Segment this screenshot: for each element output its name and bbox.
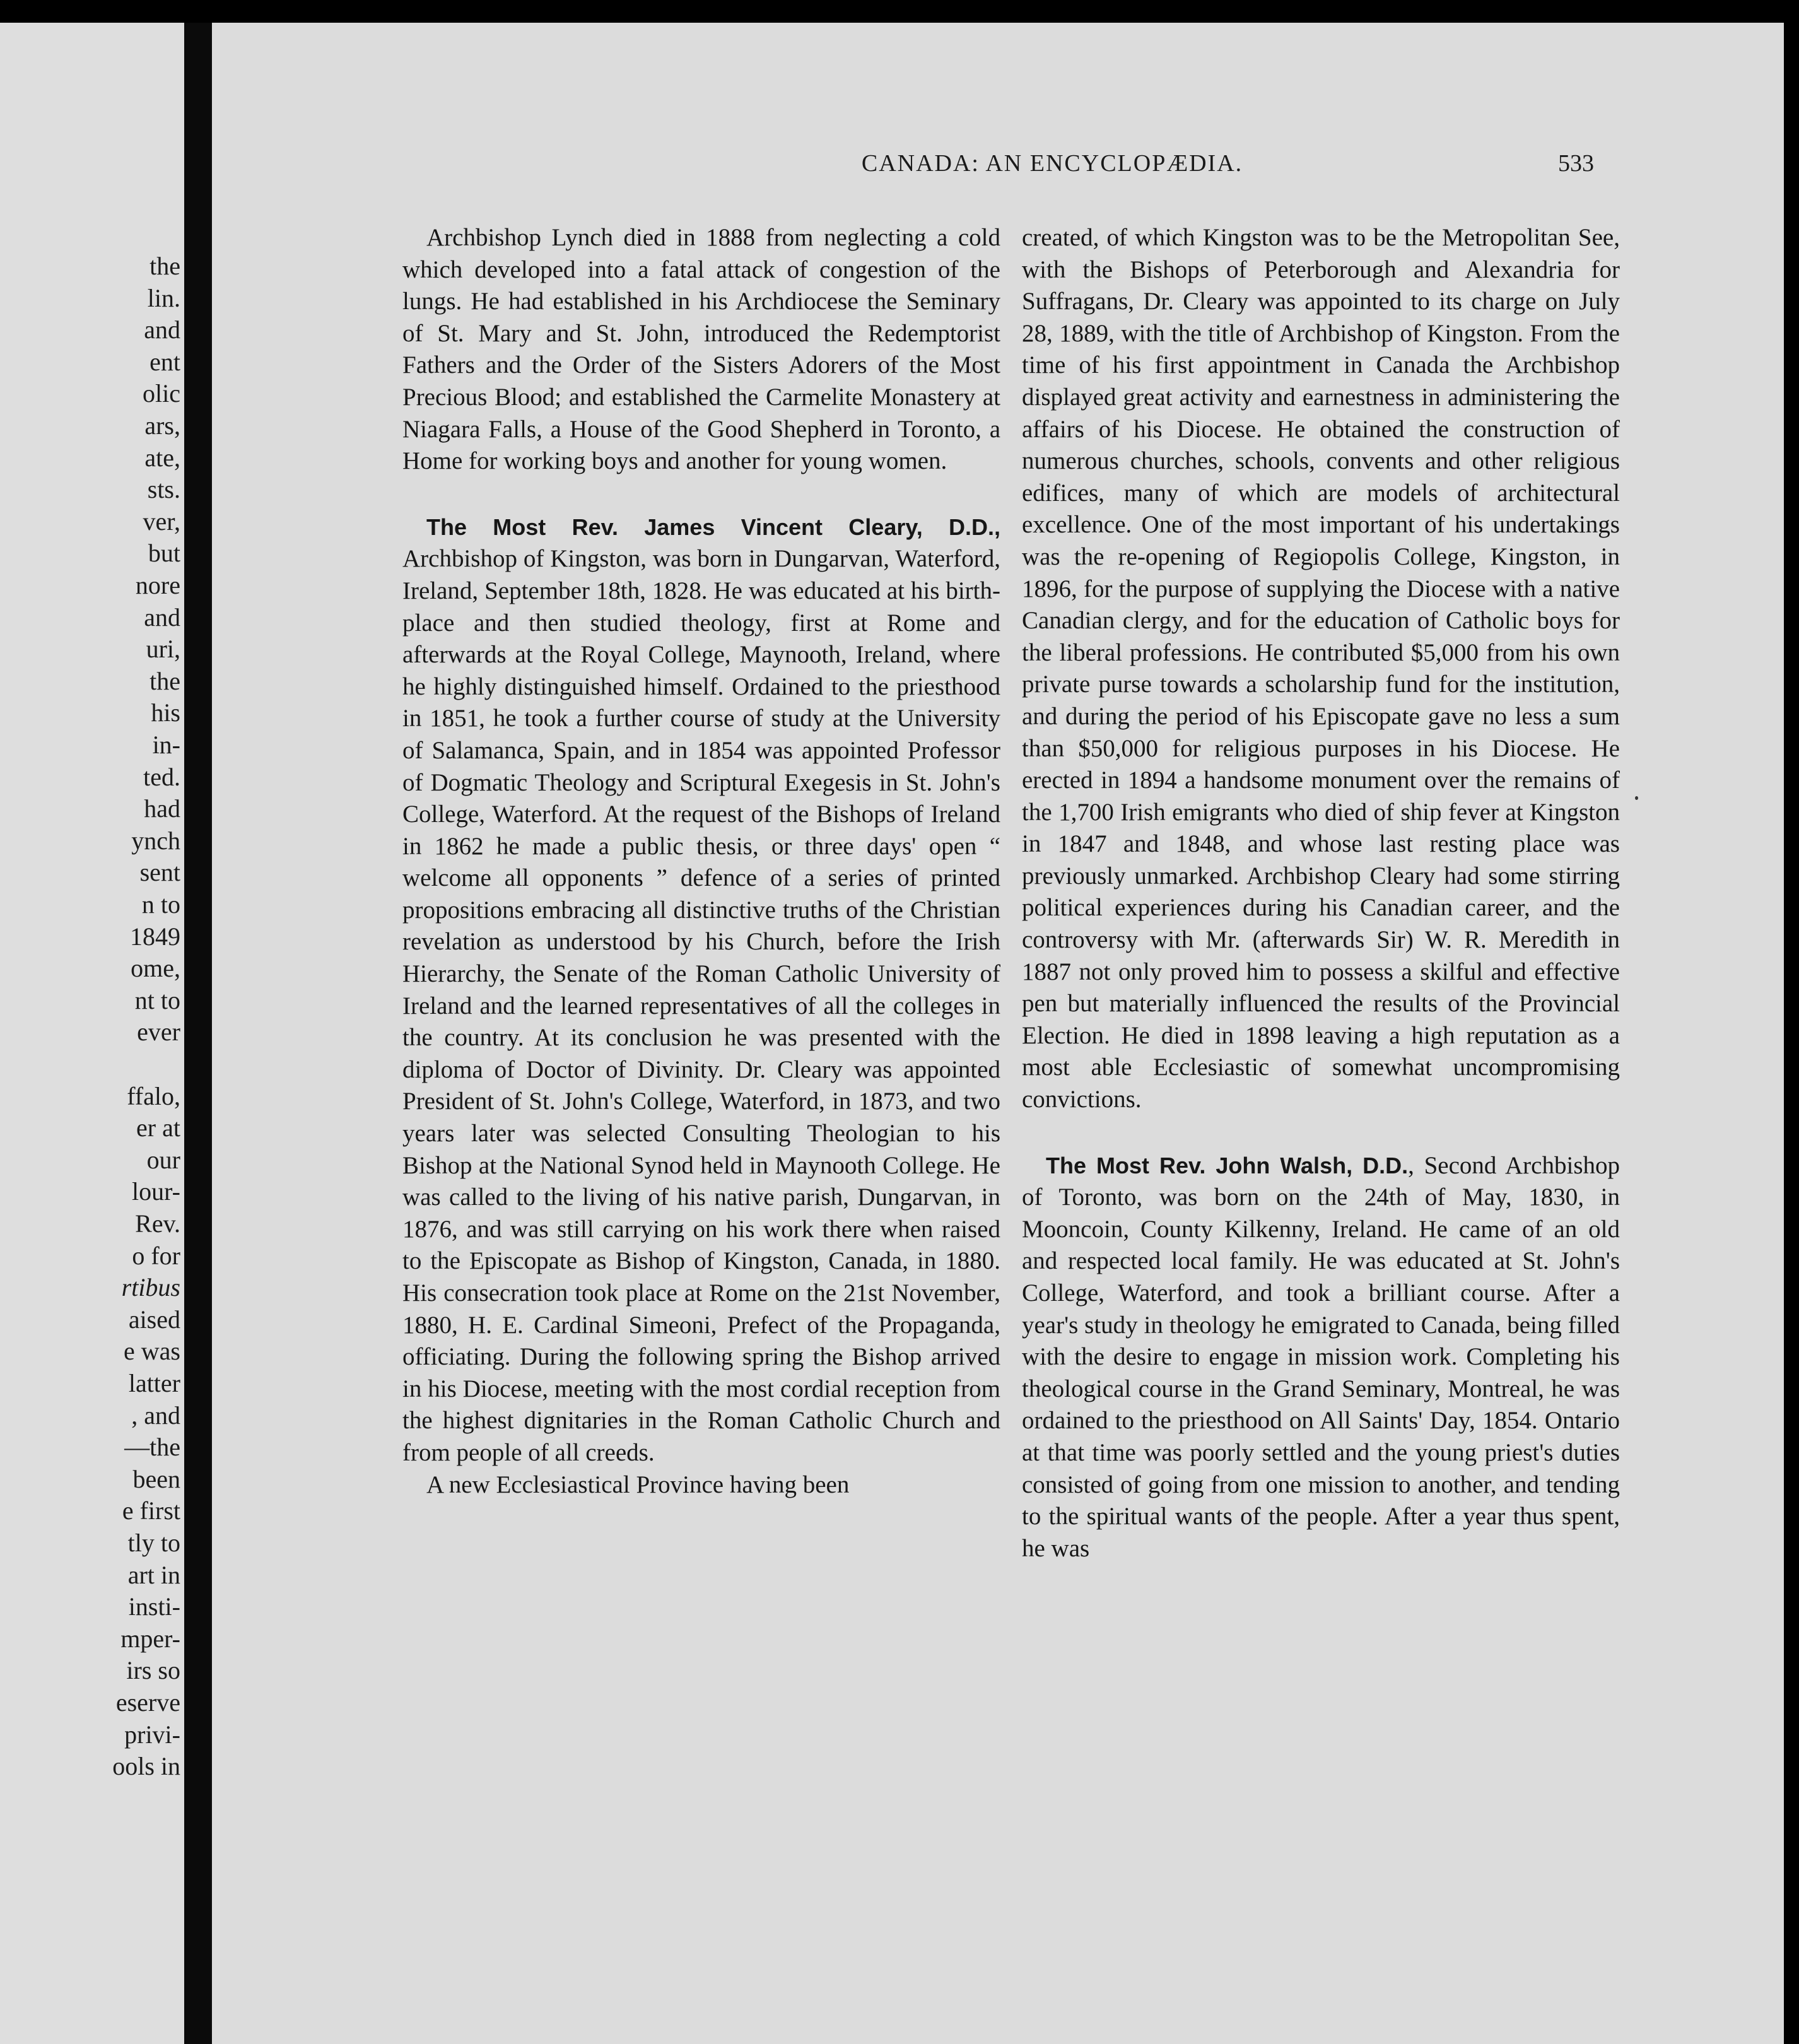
facing-page-line-fragment: ted.: [143, 762, 180, 791]
facing-page-line-fragment: but: [148, 539, 180, 568]
facing-page-line-fragment: privi-: [124, 1720, 180, 1749]
facing-page-line-fragment: e first: [122, 1496, 180, 1525]
facing-page-line-fragment: er at: [136, 1113, 180, 1142]
facing-page-fragment: [0, 23, 184, 2044]
facing-page-line-fragment: the: [149, 666, 180, 695]
paragraph-walsh-biography: [1022, 1150, 1620, 1565]
facing-page-line-fragment: nore: [135, 571, 180, 599]
facing-page-line-fragment: ent: [149, 347, 180, 376]
facing-page-line-fragment: his: [151, 698, 180, 727]
scan-border-right: [1784, 0, 1799, 2044]
paragraph-cleary-body: Archbishop of Kingston, was born in Dungarvan, Waterford, Ireland, September 18th, 1828. He was educated at his birth-place and then studied theology, first at Rome and afterwards at the Royal College, Maynooth, Ireland, where he highly distinguished himself. Ordained to the priesthood in 1851, he took a further course of study at the University of Salamanca, Spain, and in 1854 was appointed Professor of Dogmatic Theology and Scriptural Exegesis in St. John's College, Waterford. At the request of the Bishops of Ireland in 1862 he made a public thesis, or three days' open “ welcome all opponents ” defence of a series of printed propositions embracing all distinctive truths of the Christian revelation as understood by his Church, before the Irish Hierarchy, the Senate of the Roman Catholic University of Ireland and the learned representatives of all the colleges in the country. At its conclusion he was presented with the diploma of Doctor of Divinity. Dr. Cleary was appointed President of St. John's College, Waterford, in 1873, and two years later was selected Consulting Theologian to his Bishop at the National Synod held in Maynooth College. He was called to the living of his native parish, Dungarvan, in 1876, and was still carrying on his work there when raised to the Episcopate as Bishop of Kingston, Canada, in 1880. His consecration took place at Rome on the 21st November, 1880, H. E. Cardinal Simeoni, Prefect of the Propaganda, officiating. During the following spring the Bishop arrived in his Diocese, meeting with the most cordial reception from the highest dignitaries in the Roman Catholic Church and from people of all creeds.: [402, 545, 1000, 1466]
facing-page-line-fragment: and: [144, 315, 180, 344]
facing-page-line-fragment: ome,: [131, 954, 180, 983]
facing-page-line-fragment: lin.: [147, 283, 180, 312]
page-number: 533: [1558, 150, 1594, 177]
facing-page-line-fragment: , and: [131, 1401, 180, 1430]
facing-page-line-fragment: ate,: [144, 443, 180, 472]
facing-page-line-fragment: mper-: [120, 1624, 180, 1653]
facing-page-line-fragment: aised: [128, 1305, 180, 1334]
text-column-right: [1022, 222, 1620, 1837]
biography-heading-cleary: The Most Rev. James Vincent Cleary, D.D.,: [426, 514, 1000, 540]
facing-page-line-fragment: our: [146, 1145, 180, 1174]
facing-page-line-fragment: tly to: [127, 1529, 180, 1557]
paragraph-cleary-biography: [402, 512, 1000, 1469]
paragraph-lynch-death: Archbishop Lynch died in 1888 from neglecting a cold which developed into a fatal attack of congestion of the lungs. He had established in his Archdiocese the Seminary of St. Mary and St. John, introduced the Redemptorist Fathers and the Order of the Sisters Adorers of the Most Precious Blood; and established the Carmelite Monastery at Niagara Falls, a House of the Good Shepherd in Toronto, a Home for working boys and another for young women.: [402, 224, 1000, 475]
facing-page-line-fragment: irs so: [126, 1656, 180, 1685]
biography-heading-walsh: The Most Rev. John Walsh, D.D.: [1046, 1152, 1409, 1178]
facing-page-line-fragment: sent: [139, 858, 180, 887]
facing-page-line-fragment: ver,: [143, 507, 180, 536]
facing-page-line-fragment: ever: [137, 1018, 180, 1047]
facing-page-line-fragment: e was: [124, 1337, 180, 1366]
facing-page-line-fragment: sts.: [147, 475, 180, 504]
facing-page-line-fragment: nt to: [134, 985, 180, 1014]
facing-page-line-fragment: o for: [132, 1241, 180, 1270]
facing-page-line-fragment: ools in: [112, 1752, 180, 1781]
paragraph-walsh-body: , Second Archbishop of Toronto, was born on the 24th of May, 1830, in Mooncoin, County Kilkenny, Ireland. He came of an old and respected local family. He was educated at St. John's College, Waterford, and took a brilliant course. After a year's study in theology he emigrated to Canada, being filled with the desire to engage in mission work. Completing his theological course in the Grand Seminary, Montreal, he was ordained to the priesthood on All Saints' Day, 1854. Ontario at that time was poorly settled and the young priest's duties consisted of going from one mission to another, and tending to the spiritual wants of the people. After a year thus spent, he was: [1022, 1151, 1620, 1562]
book-gutter: [184, 23, 212, 2044]
facing-page-line-fragment: insti-: [128, 1592, 180, 1621]
facing-page-line-fragment: in-: [152, 731, 180, 759]
facing-page-line-fragment: ffalo,: [127, 1081, 180, 1110]
facing-page-line-fragment: uri,: [146, 635, 180, 664]
facing-page-line-fragment: and: [144, 602, 180, 631]
facing-page-line-fragment: ars,: [144, 411, 180, 440]
facing-page-line-fragment: lour-: [132, 1177, 180, 1206]
facing-page-line-fragment: Rev.: [135, 1209, 180, 1238]
scan-border-top: [0, 0, 1799, 23]
facing-page-line-fragment: ynch: [131, 826, 180, 855]
facing-page-line-fragment: rtibus: [121, 1273, 180, 1302]
facing-page-line-fragment: had: [144, 794, 180, 823]
facing-page-line-fragment: latter: [128, 1369, 180, 1397]
facing-page-line-fragment: 1849: [130, 922, 180, 951]
facing-page-line-fragment: olic: [143, 379, 180, 408]
facing-page-line-fragment: eserve: [115, 1688, 180, 1717]
scan-speck: [1635, 796, 1638, 800]
facing-page-line-fragment: been: [132, 1464, 180, 1493]
facing-page-line-fragment: —the: [124, 1433, 180, 1462]
facing-page-line-fragment: n to: [141, 890, 180, 919]
facing-page-line-fragment: art in: [127, 1560, 180, 1589]
facing-page-line-fragment: the: [149, 252, 180, 280]
text-column-left: [402, 222, 1000, 1837]
paragraph-new-province: A new Ecclesiastical Province having been: [426, 1471, 850, 1498]
running-head: CANADA: AN ENCYCLOPÆDIA.: [861, 150, 1243, 177]
paragraph-cleary-continued: created, of which Kingston was to be the Metropolitan See, with the Bishops of Peterborough and Alexandria for Suffragans, Dr. Cleary was appointed to its charge on July 28, 1889, with the title of Archbishop of Kingston. From the time of his first appointment in Canada the Archbishop displayed great activity and earnestness in administering the affairs of his Diocese. He obtained the construction of numerous churches, schools, convents and other religious edifices, many of which are models of architectural excellence. One of the most important of his undertakings was the re-opening of Regiopolis College, Kingston, in 1896, for the purpose of supplying the Diocese with a native Canadian clergy, and for the education of Catholic boys for the liberal professions. He contributed $5,000 from his own private purse towards a scholarship fund for the institution, and during the period of his Episcopate gave no less a sum than $50,000 for religious purposes in his Diocese. He erected in 1894 a handsome monument over the remains of the 1,700 Irish emigrants who died of ship fever at Kingston in 1847 and 1848, and whose last resting place was previously unmarked. Archbishop Cleary had some stirring political experiences during his Canadian career, and the controversy with Mr. (afterwards Sir) W. R. Meredith in 1887 not only proved him to possess a skilful and effective pen but materially influenced the results of the Provincial Election. He died in 1898 leaving a high reputation as a most able Ecclesiastic of somewhat uncompromising convictions.: [1022, 224, 1620, 1113]
